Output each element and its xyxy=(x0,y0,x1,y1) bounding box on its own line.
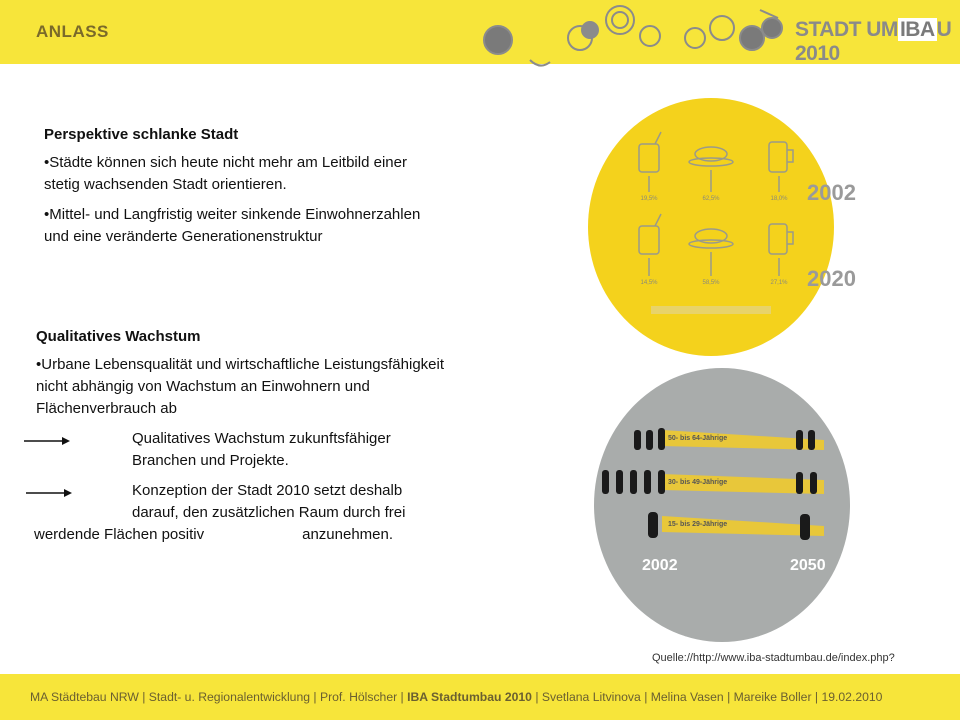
footer-credits: MA Städtebau NRW | Stadt- u. Regionalentwicklung | Prof. Hölscher | IBA Stadtumbau 2010 | Svetlana Litvinova | Melina Vasen | Mareike Boller | 19.02.2010 xyxy=(30,690,883,704)
arrow-point xyxy=(36,480,456,546)
arrow-text: Konzeption der Stadt 2010 setzt deshalb xyxy=(132,482,403,499)
section-heading: Perspektive schlanke Stadt xyxy=(44,126,239,143)
arrow-text-last-line: werdende Flächen positiv anzunehmen. xyxy=(34,526,394,543)
percent-label: 62,5% xyxy=(702,196,720,202)
arrow-right-icon xyxy=(26,488,72,498)
band-label: 30- bis 49-Jährige xyxy=(668,479,728,486)
percent-label: 18,0% xyxy=(770,196,788,202)
arrow-right-icon xyxy=(24,436,70,446)
section-qualitative xyxy=(36,326,456,546)
brand-logo: STADT UMIBAU 2010 xyxy=(795,18,952,65)
year-label: 2020 xyxy=(807,266,856,291)
source-citation: Quelle://http://www.iba-stadtumbau.de/index.php? xyxy=(652,652,895,664)
bullet-text: •Städte können sich heute nicht mehr am Leitbild einer stetig wachsenden Stadt orientieren. xyxy=(44,154,407,193)
header-bar xyxy=(0,0,960,64)
section-heading: Qualitatives Wachstum xyxy=(36,328,201,345)
figure-age-structure-2002-2020 xyxy=(585,96,875,358)
footer-bar xyxy=(0,674,960,720)
band-label: 50- bis 64-Jährige xyxy=(668,435,728,442)
year-label: 2002 xyxy=(807,180,856,205)
percent-label: 58,5% xyxy=(702,280,720,286)
arrow-text: Qualitatives Wachstum zukunftsfähiger Branchen und Projekte. xyxy=(132,430,391,469)
figure-age-groups-2002-2050 xyxy=(592,366,852,644)
bullet-text: •Urbane Lebensqualität und wirtschaftliche Leistungsfähigkeit nicht abhängig von Wachstum an Einwohnern und Flächenverbrauch ab xyxy=(36,356,445,417)
legend-strip xyxy=(651,306,771,314)
section-perspective xyxy=(44,124,444,256)
band-label: 15- bis 29-Jährige xyxy=(668,521,728,528)
yellow-circle xyxy=(588,98,834,356)
percent-label: 27,1% xyxy=(770,280,788,286)
slide-title: ANLASS xyxy=(36,22,109,41)
percent-label: 14,5% xyxy=(640,280,658,286)
year-label: 2002 xyxy=(642,557,678,574)
grey-circle xyxy=(594,368,850,642)
percent-label: 19,5% xyxy=(640,196,658,202)
arrow-point xyxy=(36,428,456,472)
bullet-text: •Mittel- und Langfristig weiter sinkende Einwohnerzahlen und eine veränderte Generationenstruktur xyxy=(44,206,421,245)
arrow-text: darauf, den zusätzlichen Raum durch frei xyxy=(132,504,406,521)
year-label: 2050 xyxy=(790,557,826,574)
